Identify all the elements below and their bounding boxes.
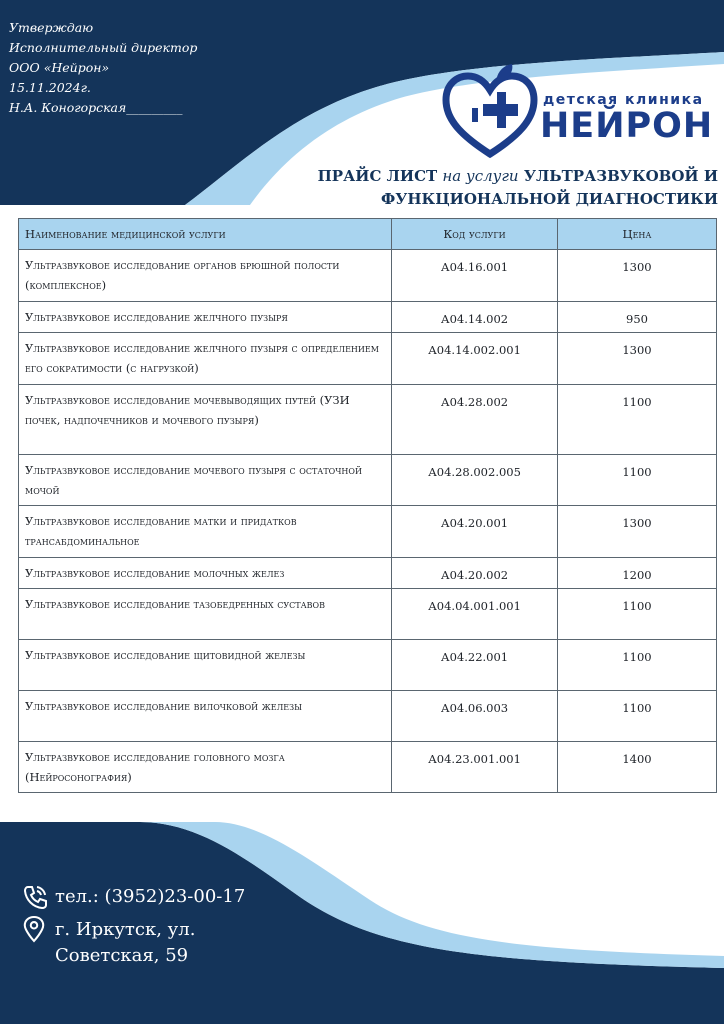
service-name: Ультразвуковое исследование мочевого пузыря с остаточной мочой	[19, 455, 392, 506]
service-price: 1100	[558, 385, 717, 455]
service-price: 1100	[558, 455, 717, 506]
service-code: А04.20.002	[392, 558, 558, 589]
approval-stamp	[9, 18, 197, 118]
page-title	[318, 165, 718, 211]
price-table	[18, 218, 717, 793]
service-code: А04.04.001.001	[392, 589, 558, 640]
service-name: Ультразвуковое исследование головного мозга (Нейросонография)	[19, 742, 392, 793]
address	[55, 917, 195, 969]
table-row	[19, 455, 717, 506]
service-code: А04.23.001.001	[392, 742, 558, 793]
title-part1: ПРАЙС ЛИСТ	[317, 167, 438, 185]
service-code: А04.28.002.005	[392, 455, 558, 506]
address-line1: г. Иркутск, ул.	[55, 919, 196, 940]
table-row	[19, 250, 717, 302]
table-row	[19, 506, 717, 558]
service-price: 950	[558, 302, 717, 333]
phone-icon	[22, 884, 48, 910]
service-name: Ультразвуковое исследование щитовидной железы	[19, 640, 392, 691]
service-price: 1100	[558, 640, 717, 691]
header-service-code: Код услуги	[392, 219, 558, 250]
service-name: Ультразвуковое исследование мочевыводящих путей (УЗИ почек, надпочечников и мочевого пузыря)	[19, 385, 392, 455]
service-code: А04.06.003	[392, 691, 558, 742]
approval-date: 15.11.2024г.	[9, 80, 91, 95]
service-name: Ультразвуковое исследование матки и придатков трансабдоминальное	[19, 506, 392, 558]
service-code: А04.14.002.001	[392, 333, 558, 385]
service-name: Ультразвуковое исследование молочных желез	[19, 558, 392, 589]
title-part2: на услуги	[442, 167, 519, 185]
title-part3: УЛЬТРАЗВУКОВОЙ И	[523, 167, 718, 185]
logo-name: НЕЙРОН	[540, 106, 714, 146]
table-row	[19, 558, 717, 589]
service-name: Ультразвуковое исследование желчного пузыря	[19, 302, 392, 333]
service-price: 1100	[558, 589, 717, 640]
clinic-logo	[440, 62, 720, 162]
table-row	[19, 333, 717, 385]
service-price: 1300	[558, 250, 717, 302]
title-line2: ФУНКЦИОНАЛЬНОЙ ДИАГНОСТИКИ	[380, 190, 718, 208]
service-price: 1300	[558, 333, 717, 385]
address-line2: Советская, 59	[55, 945, 189, 966]
table-row	[19, 640, 717, 691]
approval-company: ООО «Нейрон»	[9, 60, 110, 75]
table-row	[19, 742, 717, 793]
service-price: 1200	[558, 558, 717, 589]
service-code: А04.20.001	[392, 506, 558, 558]
service-name: Ультразвуковое исследование тазобедренных суставов	[19, 589, 392, 640]
heart-medical-cross-icon	[440, 62, 542, 162]
approval-signature: Н.А. Коногорская_________	[9, 100, 183, 115]
approval-title: Утверждаю	[9, 20, 94, 35]
service-name: Ультразвуковое исследование органов брюшной полости (комплексное)	[19, 250, 392, 302]
service-code: А04.14.002	[392, 302, 558, 333]
service-price: 1100	[558, 691, 717, 742]
service-code: А04.16.001	[392, 250, 558, 302]
service-name: Ультразвуковое исследование вилочковой железы	[19, 691, 392, 742]
logo-subtitle: детская клиника	[543, 92, 704, 108]
header-price: Цена	[558, 219, 717, 250]
table-row	[19, 302, 717, 333]
phone-number[interactable]: тел.: (3952)23-00-17	[55, 886, 246, 907]
service-code: А04.22.001	[392, 640, 558, 691]
service-price: 1400	[558, 742, 717, 793]
table-row	[19, 691, 717, 742]
service-name: Ультразвуковое исследование желчного пузыря с определением его сократимости (с нагрузкой)	[19, 333, 392, 385]
approval-position: Исполнительный директор	[9, 40, 198, 55]
header-service-name: Наименование медицинской услуги	[19, 219, 392, 250]
service-code: А04.28.002	[392, 385, 558, 455]
table-row	[19, 589, 717, 640]
service-price: 1300	[558, 506, 717, 558]
table-row	[19, 385, 717, 455]
location-pin-icon	[22, 915, 46, 943]
table-header-row	[19, 219, 717, 250]
